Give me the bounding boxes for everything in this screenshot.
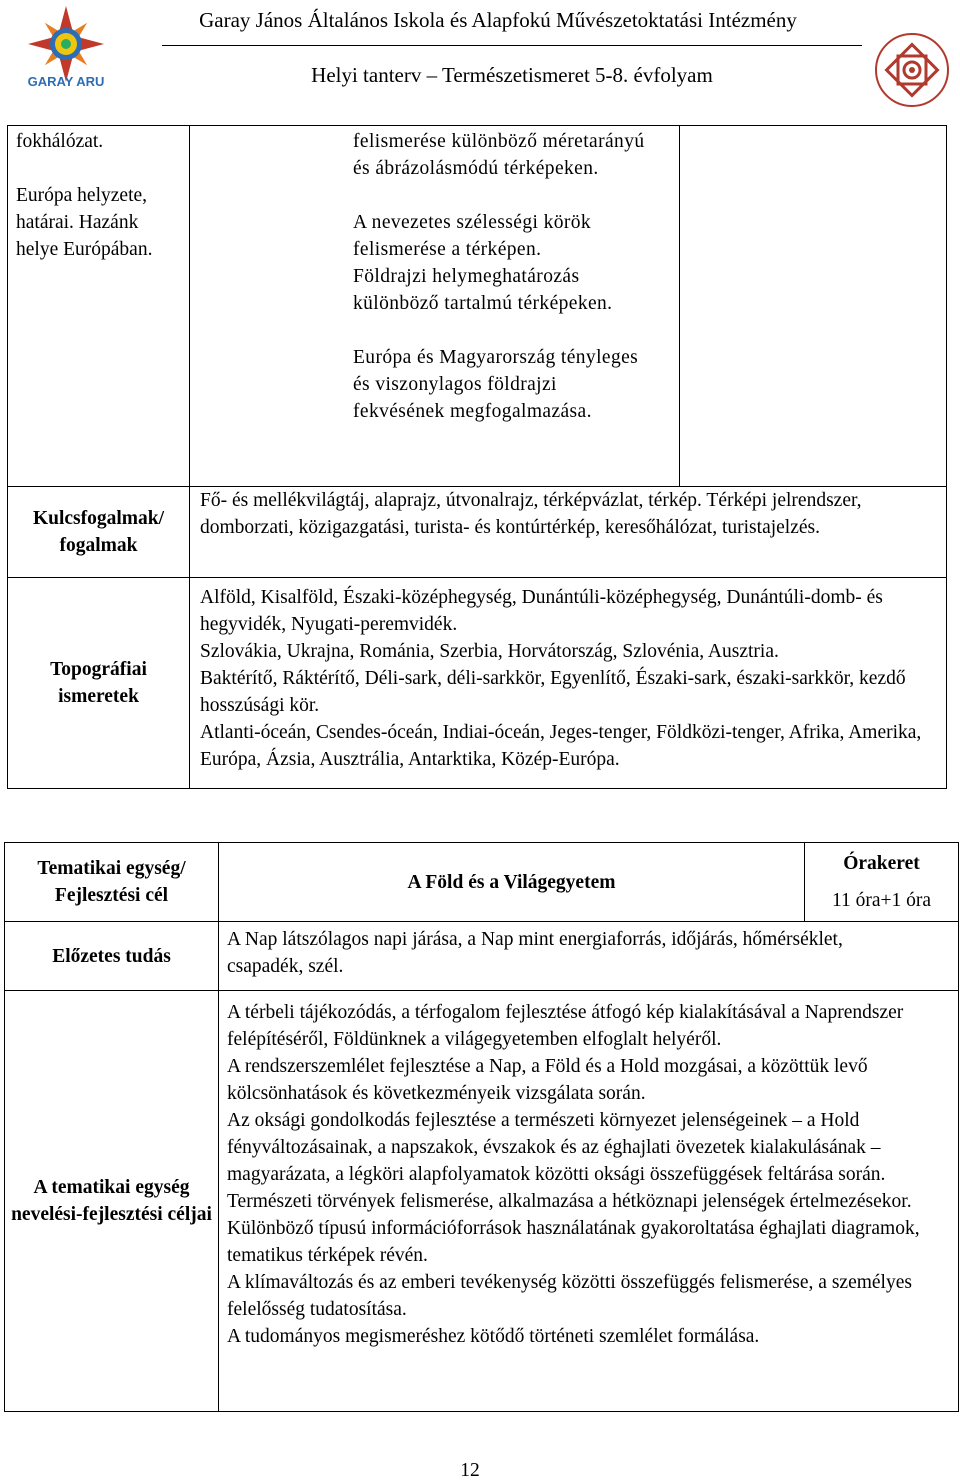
table-row <box>8 126 947 487</box>
topo-line: Atlanti-óceán, Csendes-óceán, Indiai-óceán, Jeges-tenger, Földközi-tenger, Afrika, Amerika, Európa, Ázsia, Ausztrália, Antarktika, Közép-Európa. <box>200 722 922 770</box>
curriculum-table-upper <box>7 125 947 789</box>
hours-value: 11 óra+1 óra <box>831 890 932 911</box>
emblem-logo <box>872 30 952 110</box>
topo-line: Szlovákia, Ukrajna, Románia, Szerbia, Horvátország, Szlovénia, Ausztria. <box>200 641 779 662</box>
table-row <box>5 991 959 1412</box>
skills-cell <box>190 126 680 487</box>
goal-line: Különböző típusú információforrások használatának gyakoroltatása éghajlati diagramok, tematikus térképek révén. <box>227 1218 920 1266</box>
goal-line: A tudományos megismeréshez kötődő történeti szemlélet formálása. <box>227 1326 760 1347</box>
hours-cell <box>805 843 959 922</box>
topo-cell <box>190 578 947 789</box>
curriculum-subject: Helyi tanterv – Természetismeret 5-8. évfolyam <box>311 63 713 87</box>
goals-label: A tematikai egység nevelési-fejlesztési céljai <box>11 1177 212 1225</box>
topic-cell <box>8 126 190 487</box>
compass-rose-logo-icon <box>6 4 130 102</box>
goal-line: A térbeli tájékozódás, a térfogalom fejlesztése átfogó kép kialakításával a Naprendszer felépítéséről, Földünknek a világegyetemben elfoglalt helyéről. <box>227 1002 904 1050</box>
table-row <box>8 487 947 578</box>
curriculum-table-lower <box>4 842 959 1412</box>
notes-cell <box>680 126 947 487</box>
knot-emblem-icon <box>872 30 952 110</box>
table-row <box>8 578 947 789</box>
goal-line: A rendszerszemlélet fejlesztése a Nap, a Föld és a Hold mozgásai, a közöttük levő kölcsönhatások és következményeik vizsgálata során. <box>227 1056 868 1104</box>
topo-label-cell <box>8 578 190 789</box>
prior-text: A Nap látszólagos napi járása, a Nap mint energiaforrás, időjárás, hőmérséklet, csapadék, szél. <box>227 929 843 977</box>
prior-label: Előzetes tudás <box>52 945 171 967</box>
topo-line: Baktérítő, Ráktérítő, Déli-sark, déli-sarkkör, Egyenlítő, Északi-sark, északi-sarkkör, kezdő hosszúsági kör. <box>200 668 906 716</box>
prior-label-cell <box>5 922 219 991</box>
goals-label-cell <box>5 991 219 1412</box>
theme-label: Tematikai egység/ Fejlesztési cél <box>37 858 186 906</box>
theme-label-cell <box>5 843 219 922</box>
skill-line: A nevezetes szélességi körök felismerése a térképen. <box>353 212 592 260</box>
topic-line: Európa helyzete, határai. Hazánk helye Európában. <box>16 185 153 260</box>
keyconcepts-text: Fő- és mellékvilágtáj, alaprajz, útvonalrajz, térképvázlat, térkép. Térképi jelrendszer, domborzati, közigazgatási, turista- és kontúrtérkép, keresőhálózat, turistajelzés. <box>200 490 862 538</box>
prior-cell <box>219 922 959 991</box>
hours-label: Órakeret <box>843 853 920 874</box>
goals-cell <box>219 991 959 1412</box>
skill-line: felismerése különböző méretarányú és ábrázolásmódú térképeken. <box>353 131 645 179</box>
keyconcepts-label: Kulcsfogalmak/ fogalmak <box>32 508 165 556</box>
goal-line: A klímaváltozás és az emberi tevékenység közötti összefüggés felismerése, a személyes felelősség tudatosítása. <box>227 1272 912 1320</box>
topo-line: Alföld, Kisalföld, Északi-középhegység, Dunántúli-középhegység, Dunántúli-domb- és hegyvidék, Nyugati-peremvidék. <box>200 587 883 635</box>
theme-title: A Föld és a Világegyetem <box>407 871 616 893</box>
page-number: 12 <box>460 1460 480 1481</box>
logo-text: GARAY ARU <box>27 74 105 89</box>
topo-label: Topográfiai ismeretek <box>50 659 147 707</box>
table-row <box>5 922 959 991</box>
goal-line: Az oksági gondolkodás fejlesztése a természeti környezet jelenségeinek – a Hold fényváltozásainak, a napszakok, évszakok és az éghajlati övezetek kialakulásának – magyarázata, a légköri alapfolyamatok közötti oksági összefüggések feltárása során. Természeti törvények felismerése, alkalmazása a hétköznapi jelenségek értelmezésekor. <box>227 1110 912 1212</box>
keyconcepts-cell <box>190 487 947 578</box>
theme-title-cell <box>219 843 805 922</box>
keyconcepts-label-cell <box>8 487 190 578</box>
school-name: Garay János Általános Iskola és Alapfokú Művészetoktatási Intézmény <box>199 8 797 32</box>
school-logo <box>6 4 130 102</box>
skill-line: Európa és Magyarország tényleges és viszonylagos földrajzi fekvésének megfogalmazása. <box>353 347 639 422</box>
header-divider <box>162 45 862 46</box>
table-row <box>5 843 959 922</box>
skill-line: Földrajzi helymeghatározás különböző tartalmú térképeken. <box>353 266 613 314</box>
topic-line: fokhálózat. <box>16 131 104 152</box>
